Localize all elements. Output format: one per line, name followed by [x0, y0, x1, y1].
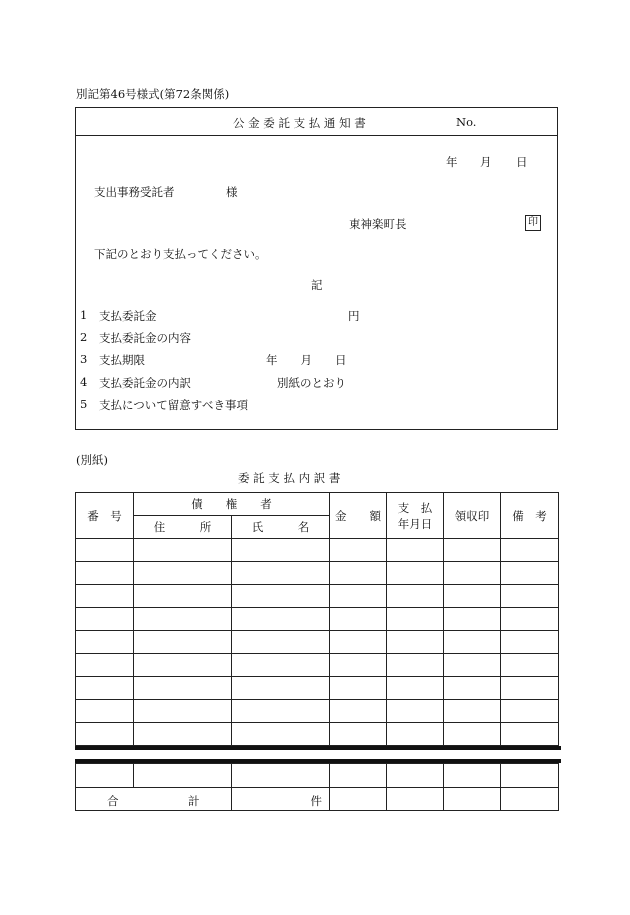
- item-number: 4: [80, 375, 88, 389]
- table-row: [76, 654, 559, 677]
- request-text: 下記のとおり支払ってください。: [94, 247, 267, 261]
- total-label-2: 計: [188, 794, 200, 808]
- table-row: [76, 562, 559, 585]
- total-cell: [76, 788, 232, 811]
- table-break-top: [75, 746, 561, 750]
- attachment-title: 委 託 支 払 内 訳 書: [238, 471, 341, 485]
- notice-title: 公 金 委 託 支 払 通 知 書: [233, 116, 366, 130]
- table-row: [76, 585, 559, 608]
- header-number: 番 号: [76, 493, 134, 539]
- header-address: 住 所: [134, 516, 232, 539]
- item-number: 3: [80, 352, 88, 366]
- count-label: 件: [310, 794, 322, 808]
- attachment-label: (別紙): [76, 453, 108, 467]
- table-row: [76, 723, 559, 746]
- table-row: [76, 764, 559, 788]
- date-day: 日: [516, 155, 528, 169]
- breakdown-table: [75, 492, 559, 749]
- notice-title-divider: [75, 135, 558, 136]
- item-number: 1: [80, 308, 88, 322]
- item-value: 別紙のとおり: [277, 376, 346, 390]
- header-payment-date-line1: 支 払: [397, 500, 433, 515]
- date-month: 月: [480, 155, 492, 169]
- table-row: [76, 608, 559, 631]
- header-creditor: 債 権 者: [134, 493, 330, 516]
- item-label: 支払期限: [99, 353, 145, 367]
- totals-row: [76, 788, 559, 811]
- notice-number-label: No.: [456, 115, 477, 129]
- item-number: 2: [80, 330, 88, 344]
- issuer: 東神楽町長: [349, 217, 407, 231]
- item-label: 支払委託金の内容: [99, 331, 191, 345]
- header-payment-date-line2: 年月日: [397, 516, 433, 531]
- header-remarks: 備 考: [501, 493, 559, 539]
- header-payment-date: [387, 493, 444, 539]
- item-label: 支払について留意すべき事項: [99, 398, 249, 412]
- item-number: 5: [80, 397, 88, 411]
- item-value: 円: [348, 309, 360, 323]
- item-label: 支払委託金の内訳: [99, 376, 191, 390]
- table-row: [76, 677, 559, 700]
- count-cell: [232, 788, 330, 811]
- date-year: 年: [446, 155, 458, 169]
- table-row: [76, 700, 559, 723]
- header-receipt-seal: 領収印: [444, 493, 501, 539]
- addressee: 支出事務受託者: [94, 185, 175, 199]
- table-row: [76, 539, 559, 562]
- breakdown-table-continued: [75, 763, 559, 811]
- header-amount: 金 額: [330, 493, 387, 539]
- ki-heading: 記: [311, 278, 323, 292]
- item-value: 年 月 日: [266, 353, 347, 367]
- total-label-1: 合: [107, 794, 119, 808]
- honorific: 様: [226, 185, 238, 199]
- seal-stamp: 印: [525, 215, 541, 231]
- item-label: 支払委託金: [99, 309, 157, 323]
- form-reference: 別記第46号様式(第72条関係): [76, 87, 230, 101]
- header-name: 氏 名: [232, 516, 330, 539]
- table-row: [76, 631, 559, 654]
